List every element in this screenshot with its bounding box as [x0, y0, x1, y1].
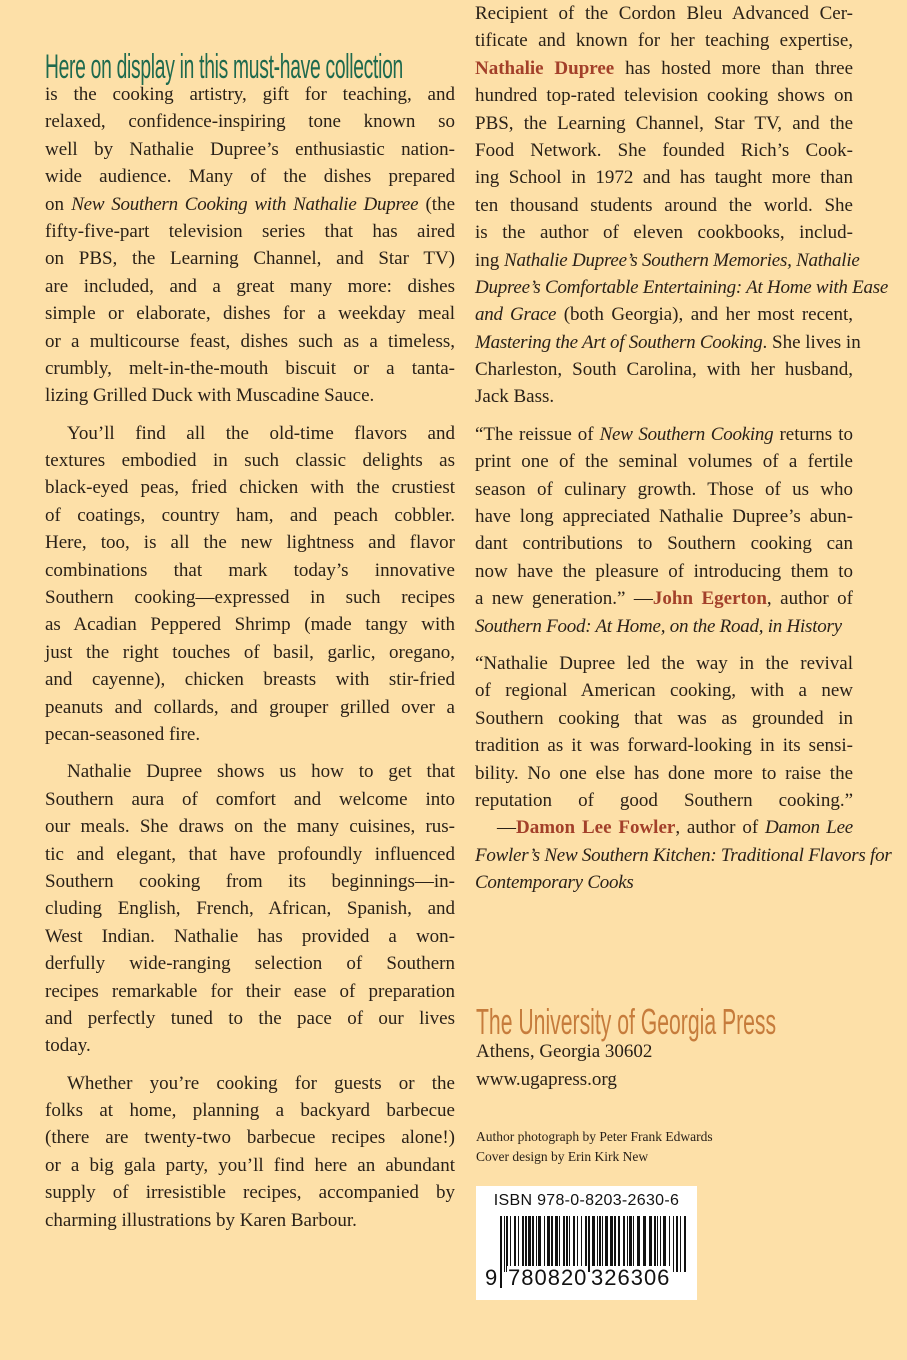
text-segment: now have the pleasure of introducing them to: [475, 560, 853, 582]
text-segment: Recipient of the Cordon Bleu Advanced Cer-: [475, 3, 853, 24]
barcode-bar: [500, 1216, 502, 1288]
text-segment: Southern cooking from its beginnings—in-: [45, 870, 455, 892]
text-line: [475, 558, 853, 585]
text-segment: on PBS, the Learning Channel, and Star TV): [45, 248, 455, 270]
text-segment: , author of: [675, 817, 765, 839]
text-line: [45, 382, 455, 409]
text-line: [475, 55, 853, 82]
barcode-bar: [629, 1216, 632, 1272]
text-segment: of regional American cooking, with a new: [475, 680, 853, 702]
text-segment: PBS, the Learning Channel, Star TV, and the: [475, 112, 853, 134]
text-segment: , author of: [766, 588, 853, 610]
text-segment: wide audience. Many of the dishes prepared: [45, 166, 455, 188]
text-line: [475, 650, 853, 677]
text-line: [475, 27, 853, 54]
text-line: [475, 705, 853, 732]
text-line: [475, 110, 853, 137]
text-segment: Jack Bass.: [475, 386, 555, 408]
text-segment: supply of irresistible recipes, accompanied by: [45, 1182, 455, 1204]
text-segment: bility. No one else has done more to raise the: [475, 762, 853, 784]
text-segment: derfully wide-ranging selection of Southern: [45, 953, 455, 975]
text-segment: is the author of eleven cookbooks, includ-: [475, 222, 853, 244]
highlighted-name: John Egerton: [652, 588, 767, 610]
barcode-bar: [504, 1216, 505, 1272]
text-segment: fifty-five-part television series that has aired: [45, 220, 455, 242]
barcode-digits-left: 780820: [508, 1265, 588, 1290]
italic-title: Damon Lee: [765, 817, 853, 839]
isbn-text: ISBN 978-0-8203-2630-6: [493, 1192, 680, 1209]
italic-title: and Grace: [475, 304, 557, 326]
text-line: [475, 842, 892, 869]
text-line: [475, 247, 860, 274]
heading: Here on display in this must-have collection: [45, 48, 403, 86]
barcode-bar: [684, 1216, 686, 1272]
text-line: [45, 108, 455, 135]
text-line: [475, 677, 853, 704]
publisher-name-wrap: [476, 1001, 907, 1043]
text-line: [475, 329, 861, 356]
text-line: [45, 1152, 455, 1179]
paragraph: [45, 758, 455, 1059]
text-segment: and cayenne), chicken breasts with stir-fried: [45, 669, 455, 691]
text-segment: just the right touches of basil, garlic, oregano,: [45, 641, 455, 663]
text-line: [475, 82, 853, 109]
italic-title: Southern Food: At Home, on the Road, in History: [475, 615, 842, 637]
text-segment: have long appreciated Nathalie Dupree’s abun-: [475, 506, 853, 528]
barcode-bar: [660, 1216, 661, 1272]
text-segment: tradition as it was forward-looking in its sensi-: [475, 735, 853, 757]
barcode-bar: [585, 1216, 587, 1272]
text-segment: Charleston, South Carolina, with her husband,: [475, 359, 853, 381]
barcode-bar: [649, 1216, 652, 1272]
italic-title: Contemporary Cooks: [475, 872, 634, 894]
text-line: [45, 355, 455, 382]
text-line: [45, 1070, 455, 1097]
barcode-bar: [618, 1216, 620, 1272]
text-line: [475, 732, 853, 759]
text-segment: West Indian. Nathalie has provided a won-: [45, 925, 455, 947]
text-segment: simple or elaborate, dishes for a weekday meal: [45, 303, 455, 325]
publisher-address: Athens, Georgia 30602: [476, 1041, 653, 1062]
barcode-bar: [627, 1216, 628, 1272]
design-credit: Cover design by Erin Kirk New: [476, 1149, 649, 1164]
text-line: [45, 273, 455, 300]
paragraph: [475, 0, 889, 411]
barcode-bar: [676, 1216, 678, 1272]
text-line: [475, 787, 853, 814]
text-line: [475, 448, 853, 475]
text-line: [475, 530, 853, 557]
text-segment: is the cooking artistry, gift for teaching, and: [45, 84, 455, 105]
text-segment: reputation of good Southern cooking.”: [475, 789, 853, 811]
text-line: [475, 585, 853, 612]
barcode-bar: [559, 1216, 560, 1272]
text-segment: Nathalie Dupree shows us how to get that: [67, 761, 455, 783]
text-line: [45, 218, 455, 245]
text-line: [475, 383, 853, 410]
text-line: [475, 0, 853, 27]
text-segment: print one of the seminal volumes of a fertile: [475, 451, 853, 473]
text-segment: (both Georgia), and her most recent,: [556, 304, 854, 326]
text-segment: Whether you’re cooking for guests or the: [67, 1072, 455, 1094]
text-segment: and perfectly tuned to the pace of our lives: [45, 1007, 455, 1029]
text-line: [475, 503, 853, 530]
paragraph: [475, 650, 892, 897]
text-segment: ten thousand students around the world. She: [475, 194, 853, 216]
text-line: [45, 786, 455, 813]
text-segment: on: [45, 193, 72, 215]
text-line: [45, 447, 455, 474]
text-line: [45, 136, 455, 163]
text-segment: returns to: [773, 423, 853, 445]
text-line: [45, 300, 455, 327]
barcode-bar: [577, 1216, 578, 1272]
text-segment: recipes remarkable for their ease of preparation: [45, 980, 455, 1002]
barcode-bar: [633, 1216, 634, 1272]
text-line: [45, 666, 455, 693]
left-column: [45, 81, 455, 1244]
text-line: [45, 245, 455, 272]
italic-title: New Southern Cooking with Nathalie Dupree: [71, 193, 419, 215]
text-segment: crumbly, melt-in-the-mouth biscuit or a tanta-: [45, 357, 455, 379]
text-line: [45, 895, 455, 922]
text-line: [475, 164, 853, 191]
publisher-website: www.ugapress.org: [476, 1069, 617, 1090]
text-segment: charming illustrations by Karen Barbour.: [45, 1209, 357, 1231]
text-line: [45, 1097, 455, 1124]
text-segment: of coatings, country ham, and peach cobbler.: [45, 504, 455, 526]
text-line: [45, 328, 455, 355]
barcode-bar: [673, 1216, 674, 1272]
barcode-bar: [599, 1216, 601, 1272]
barcode-bar: [597, 1216, 598, 1272]
barcode-bar: [581, 1216, 582, 1272]
barcode-bar: [610, 1216, 613, 1272]
text-line: [475, 613, 853, 640]
text-segment: . She lives in: [762, 331, 861, 353]
barcode-bar: [569, 1216, 570, 1272]
text-segment: ing: [475, 249, 505, 271]
barcode-bar: [623, 1216, 625, 1272]
text-segment: season of culinary growth. Those of us who: [475, 478, 853, 500]
barcode-bar: [657, 1216, 658, 1272]
barcode-bar: [643, 1216, 646, 1272]
barcode-bar: [669, 1216, 670, 1272]
text-line: [475, 814, 853, 841]
text-line: [45, 758, 455, 785]
text-segment: lizing Grilled Duck with Muscadine Sauce.: [45, 385, 375, 407]
text-segment: dant contributions to Southern cooking can: [475, 533, 853, 555]
text-line: [45, 191, 455, 218]
text-line: [45, 978, 455, 1005]
text-segment: relaxed, confidence-inspiring tone known so: [45, 111, 455, 133]
text-line: [45, 1179, 455, 1206]
text-segment: well by Nathalie Dupree’s enthusiastic nation-: [45, 138, 455, 160]
text-line: [45, 1005, 455, 1032]
text-line: [45, 1207, 455, 1234]
text-line: [475, 274, 889, 301]
barcode-bar: [547, 1216, 550, 1272]
text-segment: ing School in 1972 and has taught more than: [475, 167, 853, 189]
barcode-bar: [573, 1216, 575, 1272]
text-line: [45, 474, 455, 501]
barcode-bar: [532, 1216, 534, 1272]
text-segment: today.: [45, 1035, 91, 1057]
text-segment: black-eyed peas, fried chicken with the crustiest: [45, 477, 455, 499]
barcode-bar: [680, 1216, 681, 1272]
text-segment: as Acadian Peppered Shrimp (made tangy with: [45, 614, 455, 636]
text-line: [475, 137, 853, 164]
italic-title: Dupree’s Comfortable Entertaining: At Home with Ease: [475, 276, 889, 298]
text-segment: or a big gala party, you’ll find here an abundant: [45, 1154, 455, 1176]
text-line: [45, 868, 455, 895]
text-segment: tic and elegant, that have profoundly influenced: [45, 843, 455, 865]
barcode-bar: [663, 1216, 666, 1272]
barcode-bar: [654, 1216, 656, 1272]
text-line: [45, 694, 455, 721]
italic-title: New Southern Cooking: [599, 423, 774, 445]
text-segment: “Nathalie Dupree led the way in the revival: [475, 652, 853, 674]
paragraph: [45, 420, 455, 749]
italic-title: Fowler’s New Southern Kitchen: Traditional Flavors for: [475, 844, 892, 866]
right-column: [475, 0, 892, 907]
text-line: [45, 950, 455, 977]
italic-title: Nathalie Dupree’s Southern Memories, Nathalie: [504, 249, 860, 271]
barcode-bar: [510, 1216, 511, 1272]
paragraph: [45, 81, 455, 410]
text-segment: a new generation.” —: [475, 588, 653, 610]
barcode-bar: [536, 1216, 537, 1272]
barcode-digit-first: 9: [485, 1265, 498, 1290]
text-line: [45, 721, 455, 748]
barcode-bar: [544, 1216, 545, 1272]
text-segment: “The reissue of: [475, 423, 600, 445]
text-line: [45, 639, 455, 666]
text-line: [475, 219, 853, 246]
barcode-bar: [514, 1216, 516, 1272]
text-line: [45, 420, 455, 447]
paragraph: [45, 1070, 455, 1234]
text-segment: textures embodied in such classic delights as: [45, 450, 455, 472]
text-segment: combinations that mark today’s innovative: [45, 559, 455, 581]
text-segment: Southern cooking—expressed in such recipes: [45, 587, 455, 609]
text-line: [475, 476, 853, 503]
text-segment: Southern cooking that was as grounded in: [475, 707, 853, 729]
barcode-bar: [605, 1216, 608, 1272]
paragraph: [475, 421, 853, 640]
text-segment: our meals. She draws on the many cuisines, rus-: [45, 816, 455, 838]
text-segment: pecan-seasoned fire.: [45, 723, 201, 745]
barcode-bar: [563, 1216, 565, 1272]
barcode-bar: [566, 1216, 568, 1272]
barcode-bar: [555, 1216, 558, 1272]
text-segment: peanuts and collards, and grouper grilled over a: [45, 696, 455, 718]
text-line: [475, 356, 853, 383]
barcode-bar: [614, 1216, 616, 1272]
text-segment: tificate and known for her teaching expertise,: [475, 30, 853, 52]
barcode-bar: [522, 1216, 524, 1272]
text-line: [475, 301, 853, 328]
text-segment: —: [497, 817, 516, 839]
text-segment: hundred top-rated television cooking shows on: [475, 85, 853, 107]
barcode: [476, 1186, 697, 1300]
text-segment: Southern aura of comfort and welcome into: [45, 788, 455, 810]
barcode-bar: [506, 1216, 508, 1272]
publisher-name: The University of Georgia Press: [476, 1001, 777, 1042]
barcode-bar: [588, 1216, 590, 1272]
text-line: [475, 192, 853, 219]
text-line: [475, 760, 853, 787]
text-line: [475, 421, 853, 448]
barcode-digits-right: 326306: [591, 1265, 671, 1290]
text-segment: has hosted more than three: [614, 57, 854, 79]
text-line: [45, 529, 455, 556]
text-segment: are included, and a great many more: dishes: [45, 275, 455, 297]
text-line: [45, 1032, 455, 1059]
text-line: [45, 1124, 455, 1151]
text-segment: (the: [418, 193, 456, 215]
text-segment: Food Network. She founded Rich’s Cook-: [475, 139, 853, 161]
text-segment: Here, too, is all the new lightness and flavor: [45, 532, 455, 554]
text-segment: or a multicourse feast, dishes such as a timeless,: [45, 330, 455, 352]
italic-title: Mastering the Art of Southern Cooking: [475, 331, 763, 353]
barcode-bar: [551, 1216, 553, 1272]
text-segment: folks at home, planning a backyard barbecue: [45, 1100, 455, 1122]
text-line: [45, 81, 455, 108]
highlighted-name: Damon Lee Fowler: [516, 817, 676, 839]
barcode-bar: [538, 1216, 541, 1272]
barcode-bar: [518, 1216, 519, 1272]
text-line: [45, 502, 455, 529]
text-line: [45, 923, 455, 950]
highlighted-name: Nathalie Dupree: [475, 57, 615, 79]
text-segment: cluding English, French, African, Spanish, and: [45, 898, 455, 920]
barcode-bar: [528, 1216, 531, 1272]
text-line: [45, 611, 455, 638]
photo-credit: Author photograph by Peter Frank Edwards: [476, 1129, 713, 1144]
barcode-bar: [637, 1216, 640, 1272]
barcode-bar: [602, 1216, 603, 1272]
barcode-bar: [525, 1216, 527, 1272]
text-segment: You’ll find all the old-time flavors and: [67, 422, 455, 444]
text-segment: (there are twenty-two barbecue recipes alone!): [45, 1127, 455, 1149]
text-line: [45, 557, 455, 584]
text-line: [45, 813, 455, 840]
text-line: [475, 869, 853, 896]
text-line: [45, 841, 455, 868]
text-line: [45, 163, 455, 190]
text-line: [45, 584, 455, 611]
